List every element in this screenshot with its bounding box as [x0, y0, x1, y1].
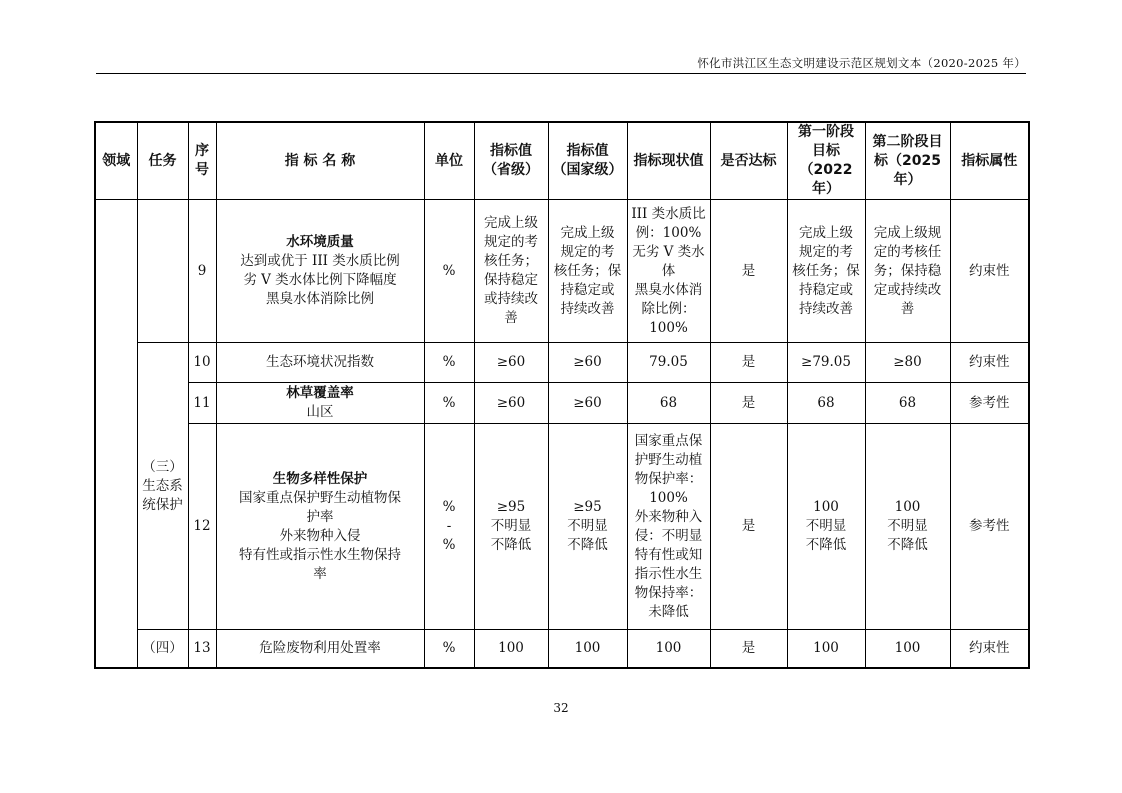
name-cell: 危险废物利用处置率: [216, 630, 424, 668]
provincial-cell: 完成上级 规定的考 核任务； 保持稳定 或持续改 善: [474, 200, 548, 343]
stage1-cell: 68: [787, 383, 865, 424]
stage1-cell: 100: [787, 630, 865, 668]
status-cell: 国家重点保 护野生动植 物保护率： 100% 外来物种入 侵：不明显 特有性或知 指示性水生 物保持率： 未降低: [627, 424, 710, 630]
provincial-cell: ≥60: [474, 343, 548, 383]
status-cell: 100: [627, 630, 710, 668]
stage2-cell: 100: [865, 630, 950, 668]
col-header-reached: 是否达标: [710, 122, 787, 200]
stage2-cell: 100 不明显 不降低: [865, 424, 950, 630]
status-cell: III 类水质比 例：100% 无劣 V 类水 体 黑臭水体消 除比例： 100%: [627, 200, 710, 343]
col-header-unit: 单位: [424, 122, 474, 200]
unit-cell: %: [424, 200, 474, 343]
attribute-cell: 参考性: [950, 383, 1029, 424]
header-rule: [96, 73, 1026, 74]
col-header-stage1: 第一阶段 目标（2022 年）: [787, 122, 865, 200]
task-cell: （四）: [137, 630, 188, 668]
national-cell: ≥60: [548, 343, 627, 383]
col-header-provincial: 指标值 （省级）: [474, 122, 548, 200]
page-number: 32: [553, 701, 569, 715]
stage2-cell: 完成上级规 定的考核任 务；保持稳 定或持续改 善: [865, 200, 950, 343]
stage1-cell: 完成上级 规定的考 核任务；保 持稳定或 持续改善: [787, 200, 865, 343]
table-row: [95, 630, 1029, 668]
reached-cell: 是: [710, 383, 787, 424]
seq-cell: 12: [188, 424, 216, 630]
name-cell: 林草覆盖率 山区: [216, 383, 424, 424]
reached-cell: 是: [710, 200, 787, 343]
task-cell: [137, 200, 188, 343]
col-header-domain: 领域: [95, 122, 137, 200]
name-cell: 生态环境状况指数: [216, 343, 424, 383]
reached-cell: 是: [710, 343, 787, 383]
col-header-seq: 序 号: [188, 122, 216, 200]
stage2-cell: 68: [865, 383, 950, 424]
seq-cell: 13: [188, 630, 216, 668]
seq-cell: 10: [188, 343, 216, 383]
provincial-cell: ≥95 不明显 不降低: [474, 424, 548, 630]
header-row: [95, 122, 1029, 200]
stage1-cell: ≥79.05: [787, 343, 865, 383]
table-row: [95, 343, 1029, 383]
attribute-cell: 约束性: [950, 343, 1029, 383]
seq-cell: 11: [188, 383, 216, 424]
national-cell: ≥95 不明显 不降低: [548, 424, 627, 630]
table-row: [95, 200, 1029, 343]
name-cell: 水环境质量 达到或优于 III 类水质比例 劣 V 类水体比例下降幅度 黑臭水体消除比例: [216, 200, 424, 343]
attribute-cell: 约束性: [950, 630, 1029, 668]
reached-cell: 是: [710, 424, 787, 630]
stage2-cell: ≥80: [865, 343, 950, 383]
domain-cell: [95, 200, 137, 668]
col-header-national: 指标值 （国家级）: [548, 122, 627, 200]
unit-cell: %: [424, 630, 474, 668]
status-cell: 68: [627, 383, 710, 424]
col-header-status: 指标现状值: [627, 122, 710, 200]
table-row: [95, 424, 1029, 630]
col-header-task: 任务: [137, 122, 188, 200]
provincial-cell: ≥60: [474, 383, 548, 424]
unit-cell: %: [424, 343, 474, 383]
national-cell: ≥60: [548, 383, 627, 424]
col-header-stage2: 第二阶段目 标（2025 年）: [865, 122, 950, 200]
table-row: [95, 383, 1029, 424]
indicator-table: [94, 121, 1030, 669]
reached-cell: 是: [710, 630, 787, 668]
attribute-cell: 约束性: [950, 200, 1029, 343]
national-cell: 100: [548, 630, 627, 668]
unit-cell: % - %: [424, 424, 474, 630]
unit-cell: %: [424, 383, 474, 424]
national-cell: 完成上级 规定的考 核任务；保 持稳定或 持续改善: [548, 200, 627, 343]
col-header-name: 指 标 名 称: [216, 122, 424, 200]
provincial-cell: 100: [474, 630, 548, 668]
name-cell: 生物多样性保护 国家重点保护野生动植物保 护率 外来物种入侵 特有性或指示性水生物保持 率: [216, 424, 424, 630]
col-header-attribute: 指标属性: [950, 122, 1029, 200]
running-header: 怀化市洪江区生态文明建设示范区规划文本（2020-2025 年）: [697, 56, 1026, 70]
status-cell: 79.05: [627, 343, 710, 383]
attribute-cell: 参考性: [950, 424, 1029, 630]
seq-cell: 9: [188, 200, 216, 343]
stage1-cell: 100 不明显 不降低: [787, 424, 865, 630]
task-group-cell: （三） 生态系 统保护: [137, 343, 188, 630]
